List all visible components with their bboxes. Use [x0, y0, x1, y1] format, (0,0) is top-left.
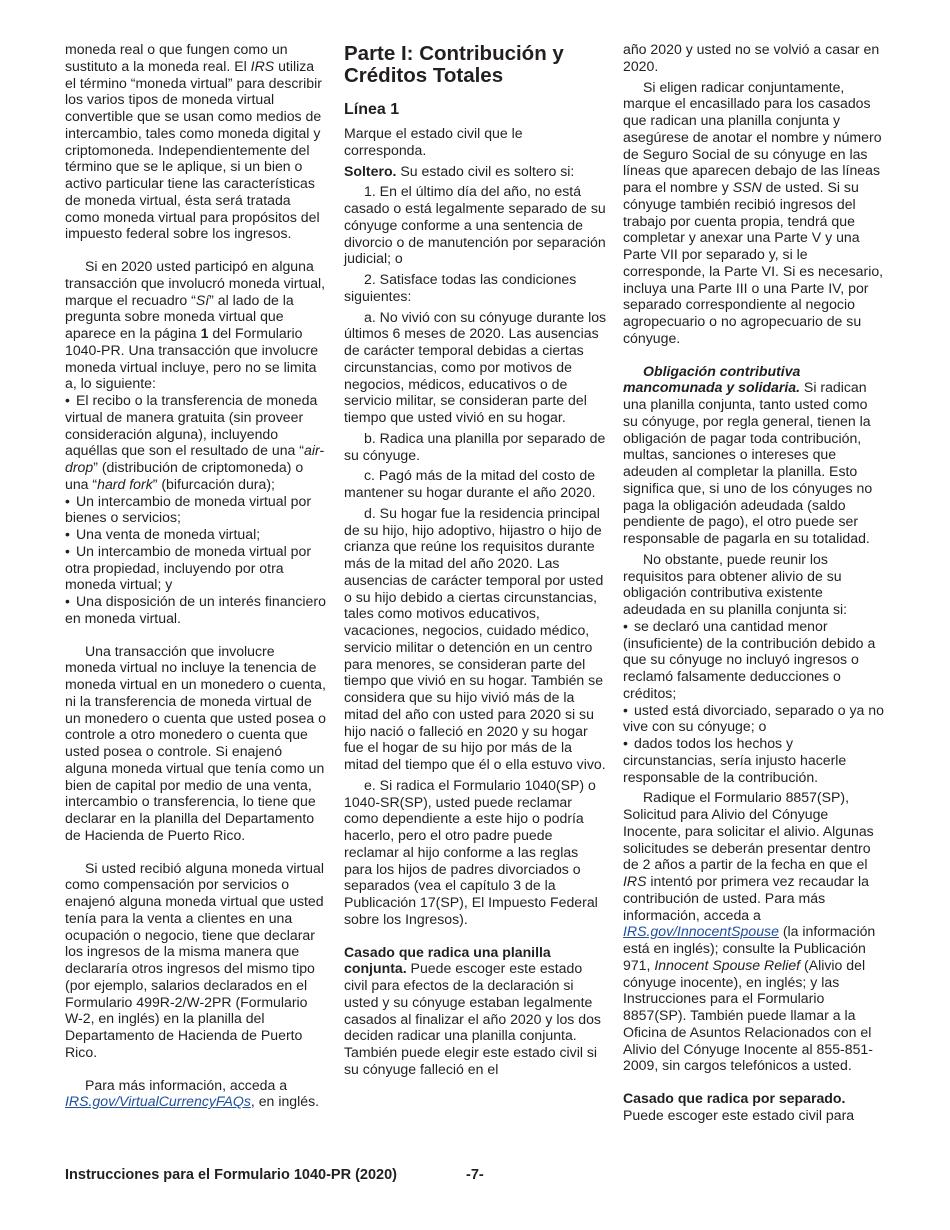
list-item: e. Si radica el Formulario 1040(SP) o 1040-SR(SP), usted puede reclamar como dependiente a este hijo o podría hacerlo, pero el otro padre puede reclamar al hijo conforme a las reglas para los hijos de padres divorciados o separados (vea el capítulo 3 de la Publicación 17(SP), El Impuesto Federal sobre los Ingresos). — [344, 776, 598, 927]
paragraph: Casado que radica una planilla conjunta. Puede escoger este estado civil para efectos de la declaración si usted y su cónyuge estaban legalmente casados al finalizar el año 2020 y los dos deciden radicar una planilla conjunta. También puede elegir este estado civil si su cónyuge falleció en el — [344, 943, 601, 1077]
innocent-spouse-link[interactable]: IRS.gov/InnocentSpouse — [623, 923, 779, 940]
paragraph: año 2020 y usted no se volvió a casar en 2020. — [623, 41, 880, 74]
bullet-item: • Un intercambio de moneda virtual por otra propiedad, incluyendo por otra moneda virtual; y — [65, 543, 327, 593]
list-item: 1. En el último día del año, no está casado o está legalmente separado de su cónyuge conforme a una sentencia de divorcio o de manutención por separación judicial; o — [344, 183, 606, 267]
bullet-item: • Una disposición de un interés financiero en moneda virtual. — [65, 593, 327, 627]
list-item: b. Radica una planilla por separado de su cónyuge. — [344, 429, 606, 463]
paragraph: Si usted recibió alguna moneda virtual como compensación por servicios o enajenó alguna moneda virtual que usted tenía para la venta a clientes en una ocupación o negocio, tiene que declarar los ingresos de la misma manera que declararía otros ingresos del mismo tipo (por ejemplo, salarios declarados en el Formulario 499R-2/W-2PR (Formulario W-2, en inglés) en la planilla del Departamento de Hacienda de Puerto Rico. — [65, 859, 324, 1060]
footer-form-title: Instrucciones para el Formulario 1040-PR (2020) — [65, 1167, 398, 1183]
paragraph: Soltero. Su estado civil es soltero si: — [344, 162, 575, 179]
paragraph: Marque el estado civil que le corresponda. — [344, 125, 523, 158]
bullet-item: • Una venta de moneda virtual; — [65, 526, 327, 543]
paragraph: moneda real o que fungen como un sustituto a la moneda real. El IRS utiliza el término “moneda virtual” para describir los varios tipos de moneda virtual convertible que se usan como medios de intercambio, tales como moneda digital y criptomoneda. Independientemente del término que se le aplique, si un bien o activo particular tiene las características de moneda virtual, ésta será tratada como moneda virtual para propósitos del impuesto federal sobre los ingresos. — [65, 41, 322, 242]
paragraph: Para más información, acceda a IRS.gov/VirtualCurrencyFAQs, en inglés. — [65, 1076, 320, 1110]
list-item: d. Su hogar fue la residencia principal de su hijo, hijo adoptivo, hijastro o hijo de crianza que reúne los requisitos durante más de la mitad del año 2020. Las ausencias de carácter temporal por usted o su hijo debido a ciertas circunstancias, tales como motivos educativos, vacaciones, negocios, cuidado médico, servicio militar o detención en un centro para menores, se consideran parte del tiempo que vivió en su hogar. También se considera que su hijo vivió más de la mitad del año con usted para 2020 si su hijo nació o falleció en 2020 y su hogar fue el hogar de su hijo por más de la mitad del tiempo que él o ella estuvo vivo. — [344, 504, 606, 772]
paragraph: Si en 2020 usted participó en alguna transacción que involucró moneda virtual, marque el recuadro “Sí” al lado de la pregunta sobre moneda virtual que aparece en la página 1 del Formulario 1040-PR. Una transacción que involucre moneda virtual incluye, pero no se limita a, lo siguiente: — [65, 258, 326, 392]
bullet-item: • El recibo o la transferencia de moneda virtual de manera gratuita (sin proveer consideración alguna), incluyendo aquéllas que son el resultado de una “air-drop” (distribución de criptomoneda) o una “hard fork” (bifurcación dura); — [65, 392, 327, 493]
column-middle — [344, 41, 607, 1078]
virtual-currency-faq-link[interactable]: IRS.gov/VirtualCurrencyFAQs — [65, 1093, 251, 1110]
list-item: c. Pagó más de la mitad del costo de mantener su hogar durante el año 2020. — [344, 467, 596, 500]
page-number: -7- — [466, 1167, 484, 1183]
bullet-item: • Un intercambio de moneda virtual por bienes o servicios; — [65, 493, 327, 527]
section-heading: Parte I: Contribución y Créditos Totales — [344, 42, 564, 87]
paragraph: Radique el Formulario 8857(SP), Solicitud para Alivio del Cónyuge Inocente, para solicitar el alivio. Algunas solicitudes se deberán presentar dentro de 2 años a partir de la fecha en que el IRS intentó por primera vez recaudar la contribución de usted. Para más información, acceda a IRS.gov/InnocentSpouse (la información está en inglés); consulte la Publicación 971, Innocent Spouse Relief (Alivio del cónyuge inocente), en inglés; y las Instrucciones para el Formulario 8857(SP). También puede llamar a la Oficina de Asuntos Relacionados con el Alivio del Cónyuge Inocente al 855-851-2009, sin cargos telefónicos a usted. — [623, 789, 876, 1074]
paragraph: Una transacción que involucre moneda virtual no incluye la tenencia de moneda virtual en un monedero o cuenta, ni la transferencia de moneda virtual de un monedero o cuenta que usted posea o controle a otro monedero o cuenta que usted posea o controle. Si enajenó alguna moneda virtual que tenía como un bien de capital por medio de una venta, intercambio o transferencia, lo tiene que declarar en la planilla del Departamento de Hacienda de Puerto Rico. — [65, 642, 326, 843]
column-right — [623, 41, 885, 1124]
line-heading: Línea 1 — [344, 101, 400, 118]
paragraph: Casado que radica por separado. Puede escoger este estado civil para — [623, 1090, 855, 1123]
list-item: a. No vivió con su cónyuge durante los últimos 6 meses de 2020. Las ausencias de carácter temporal debidas a ciertas circunstancias, como por motivos de negocios, médicos, educativos o de servicio militar, se consideran parte del tiempo que usted vivió en su hogar. — [344, 308, 607, 425]
paragraph: No obstante, puede reunir los requisitos para obtener alivio de su obligación contributiva existente adeudada en su planilla conjunta si: — [623, 550, 848, 617]
bullet-item: • usted está divorciado, separado o ya no vive con su cónyuge; o — [623, 702, 885, 736]
paragraph: Si eligen radicar conjuntamente, marque el encasillado para los casados que radican una planilla conjunta y asegúrese de anotar el nombre y número de Seguro Social de su cónyuge en las líneas que aparecen debajo de las líneas para el nombre y SSN de usted. Si su cónyuge también recibió ingresos del trabajo por cuenta propia, tendrá que completar y anexar una Parte V y una Parte VII por separado y, si le corresponde, la Parte VI. Si es necesario, incluya una Parte III o una Parte IV, por separado correspondiente al negocio agropecuario o no agropecuario de su cónyuge. — [623, 78, 884, 346]
list-item: 2. Satisface todas las condiciones siguientes: — [344, 271, 577, 304]
bullet-item: • se declaró una cantidad menor (insuficiente) de la contribución debido a que su cónyuge no incluyó ingresos o reclamó falsamente deducciones o créditos; — [623, 618, 885, 702]
column-left — [65, 41, 327, 1110]
bullet-item: • dados todos los hechos y circunstancias, sería injusto hacerle responsable de la contribución. — [623, 735, 885, 785]
paragraph: Obligación contributiva mancomunada y solidaria. Si radican una planilla conjunta, tanto usted como su cónyuge, por regla general, tienen la obligación de pagar toda contribución, multas, sanciones o intereses que adeuden al completar la planilla. Esto significa que, si uno de los cónyuges no paga la obligación adeudada (saldo pendiente de pago), el otro puede ser responsable de pagarla en su totalidad. — [623, 362, 873, 546]
